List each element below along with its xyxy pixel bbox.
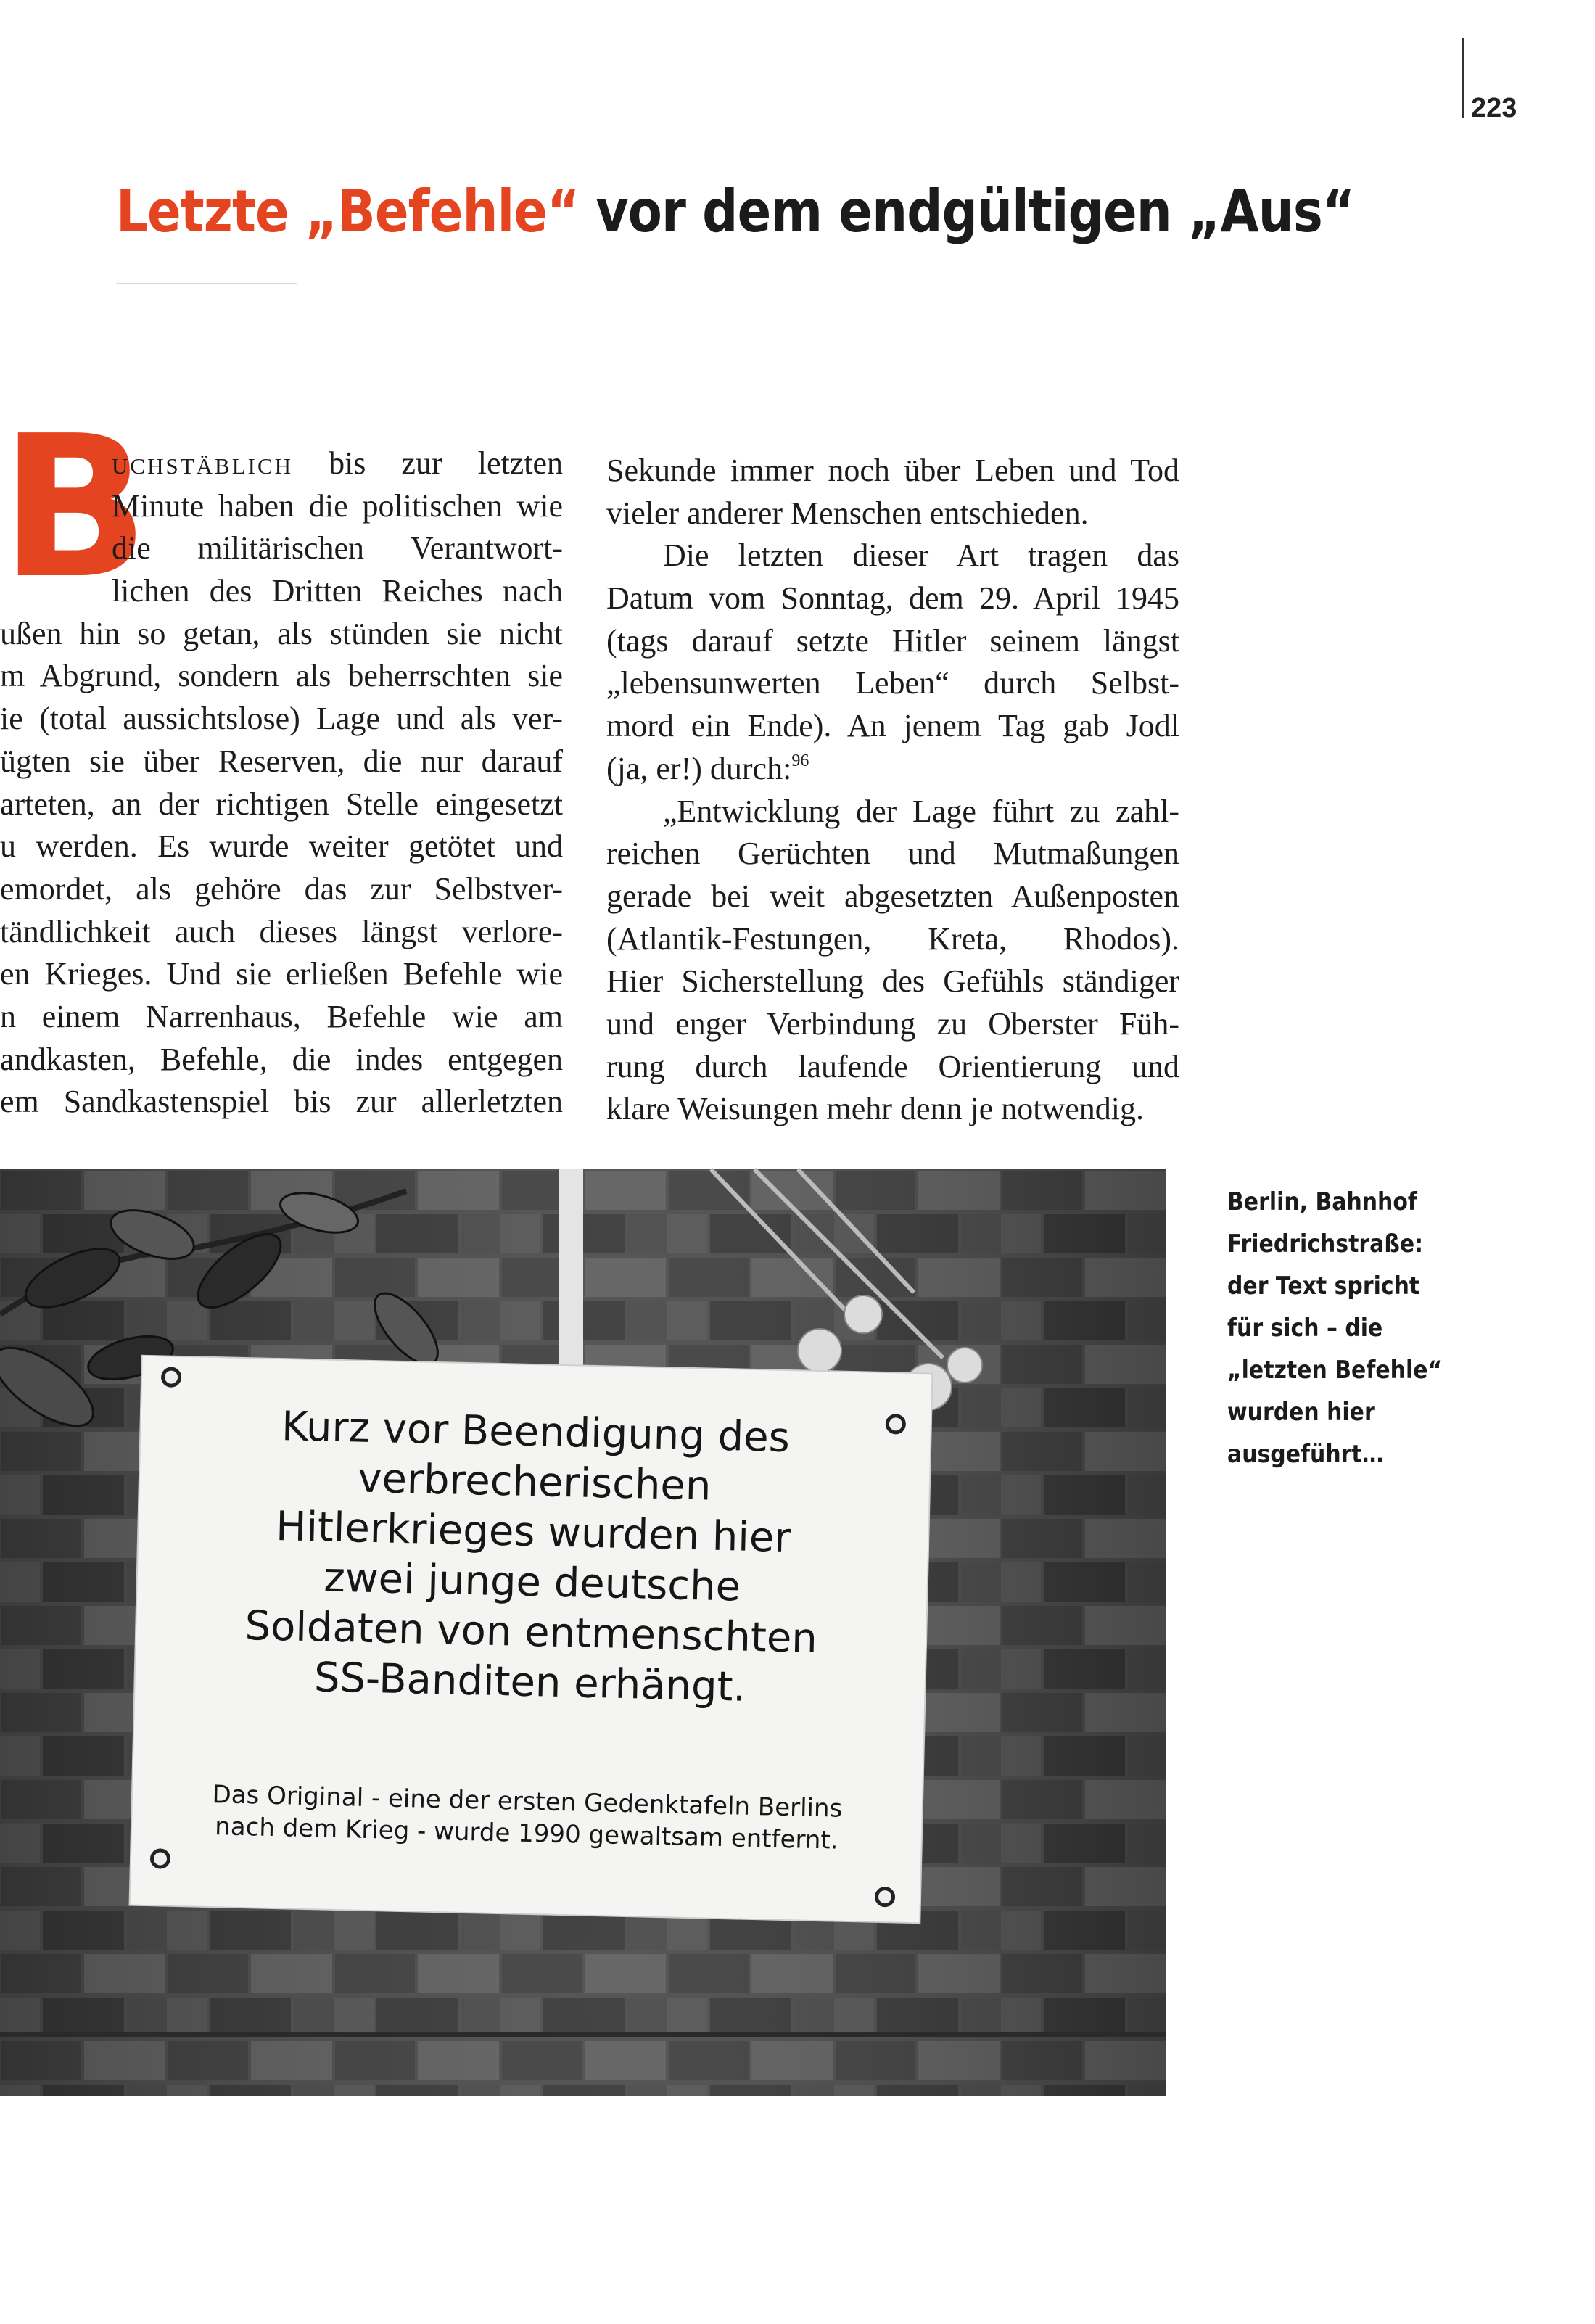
text-line: die militärischen Verantwort- bbox=[112, 530, 563, 566]
title-divider bbox=[116, 283, 297, 284]
plaque-line: Kurz vor Beendigung des bbox=[281, 1403, 791, 1462]
text-line: klare Weisungen mehr denn je notwendig. bbox=[606, 1091, 1144, 1127]
lead-smallcaps: uchstäblich bbox=[112, 445, 294, 481]
text-line: reichen Gerüchten und Mutmaßungen bbox=[606, 836, 1179, 872]
text-line: andkasten, Befehle, die indes entgegen bbox=[0, 1041, 563, 1077]
plaque-line: zwei junge deutsche bbox=[323, 1554, 741, 1611]
screw-icon bbox=[150, 1848, 171, 1869]
text-line: m Abgrund, sondern als beherrschten sie bbox=[0, 658, 563, 694]
text-line: u werden. Es wurde weiter getötet und bbox=[0, 828, 563, 865]
photo-caption bbox=[1227, 1181, 1443, 1475]
plaque-line: verbrecherischen bbox=[357, 1454, 712, 1510]
page-number-rule bbox=[1462, 38, 1464, 118]
caption-line: der Text spricht bbox=[1227, 1272, 1420, 1301]
text-line: rung durch laufende Orientierung und bbox=[606, 1048, 1179, 1084]
text-line: gerade bei weit abgesetzten Außenposten bbox=[606, 878, 1179, 914]
plaque-note-line: Das Original - eine der ersten Gedenktafeln Berlins bbox=[212, 1780, 843, 1824]
plaque-line: Hitlerkrieges wurden hier bbox=[275, 1502, 792, 1562]
memorial-plaque bbox=[131, 1356, 932, 1922]
body-column-right bbox=[606, 450, 1179, 1131]
text-line: arteten, an der richtigen Stelle eingesetzt bbox=[0, 786, 563, 822]
page-title bbox=[116, 178, 1355, 245]
text-line: „Entwicklung der Lage führt zu zahl- bbox=[663, 793, 1179, 829]
plaque-line: Soldaten von entmenschten bbox=[244, 1602, 818, 1662]
text-line: em Sandkastenspiel bis zur allerletzten bbox=[0, 1084, 563, 1120]
text-line: lichen des Dritten Reiches nach bbox=[112, 573, 563, 609]
text-line: Sekunde immer noch über Leben und Tod bbox=[606, 453, 1179, 488]
text-line: uchstäblich bis zur letzten bbox=[112, 445, 563, 481]
caption-line: ausgeführt… bbox=[1227, 1440, 1384, 1469]
footnote-marker: 96 bbox=[791, 751, 809, 770]
text-line: „lebensunwerten Leben“ durch Selbst- bbox=[606, 665, 1179, 701]
text-line: Hier Sicherstellung des Gefühls ständiger bbox=[606, 963, 1179, 1000]
text-line: en Krieges. Und sie erließen Befehle wie bbox=[0, 956, 563, 992]
plaque-line: SS-Banditen erhängt. bbox=[313, 1654, 747, 1711]
text-line: (Atlantik-Festungen, Kreta, Rhodos). bbox=[606, 920, 1179, 957]
plaque-note-line: nach dem Krieg - wurde 1990 gewaltsam entfernt. bbox=[214, 1812, 839, 1855]
screw-icon bbox=[161, 1367, 182, 1388]
text-line: mord ein Ende). An jenem Tag gab Jodl bbox=[606, 708, 1179, 744]
caption-line: „letzten Befehle“ bbox=[1227, 1356, 1443, 1385]
text-line: tändlichkeit auch dieses längst verlore- bbox=[0, 913, 563, 949]
title-rest: vor dem endgültigen „Aus“ bbox=[579, 178, 1355, 245]
drop-cap: B bbox=[0, 393, 149, 622]
caption-line: Berlin, Bahnhof bbox=[1227, 1187, 1417, 1216]
photo-memorial-plaque bbox=[0, 1169, 1166, 2096]
text-line: und enger Verbindung zu Oberster Füh- bbox=[606, 1005, 1179, 1042]
text-line: ügten sie über Reserven, die nur darauf bbox=[0, 743, 563, 779]
caption-line: für sich – die bbox=[1227, 1314, 1383, 1343]
text-line: ie (total aussichtslose) Lage und als ver- bbox=[0, 701, 563, 737]
caption-line: Friedrichstraße: bbox=[1227, 1229, 1424, 1258]
text-line: Die letzten dieser Art tragen das bbox=[663, 537, 1179, 574]
text-line: (ja, er!) durch:$^{96}$ bbox=[606, 750, 809, 786]
title-highlight: Letzte „Befehle“ bbox=[116, 178, 580, 245]
text-line: emordet, als gehöre das zur Selbstver- bbox=[0, 870, 563, 907]
caption-line: wurden hier bbox=[1227, 1398, 1375, 1427]
text-line: Minute haben die politischen wie bbox=[112, 487, 563, 524]
text-line: vieler anderer Menschen entschieden. bbox=[606, 495, 1089, 531]
text-line: n einem Narrenhaus, Befehle wie am bbox=[0, 998, 563, 1034]
screw-icon bbox=[875, 1887, 896, 1908]
text-line: Datum vom Sonntag, dem 29. April 1945 bbox=[606, 580, 1179, 617]
body-column-left bbox=[0, 442, 563, 1124]
page-number: 223 bbox=[1471, 93, 1517, 123]
text-line: (tags darauf setzte Hitler seinem längst bbox=[606, 622, 1179, 659]
text-line: ußen hin so getan, als stünden sie nicht bbox=[0, 615, 563, 651]
